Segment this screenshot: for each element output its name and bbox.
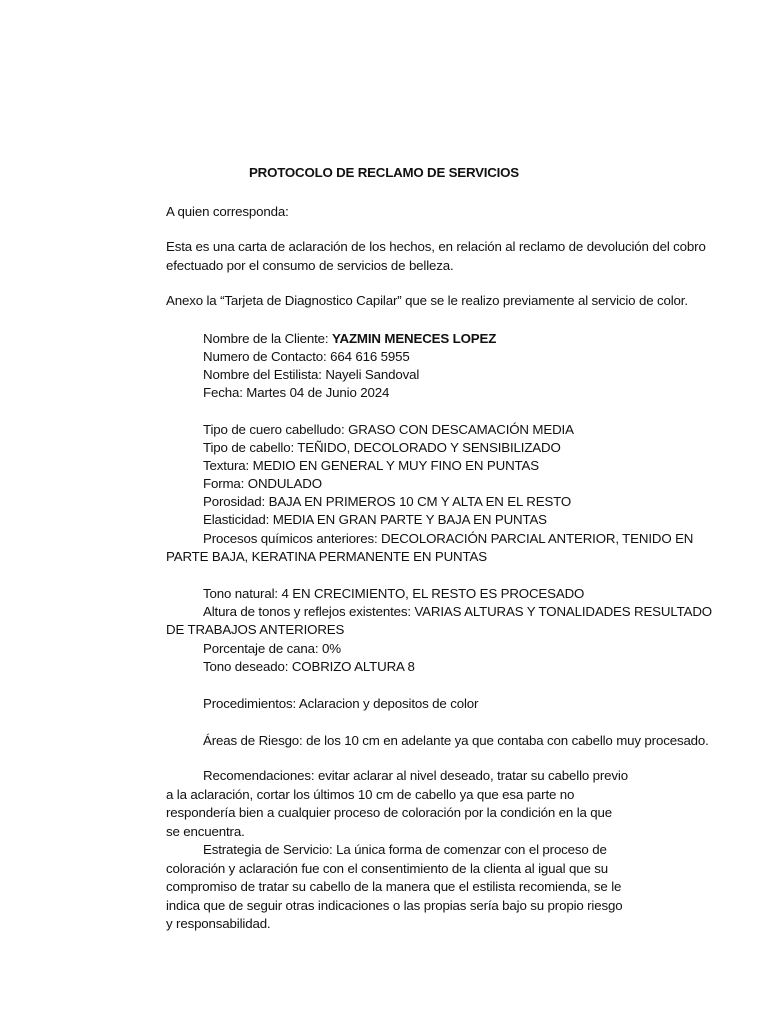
service-strategy-paragraph: Estrategia de Servicio: La única forma de comenzar con el proceso de coloración y aclaración fue con el consentimiento de la clienta al igual que su compromiso de tratar su cabello de la manera que el estilista recomienda, se le indica que de seguir otras indicaciones o las propias sería bajo su propio riesgo y responsabilidad. xyxy=(166,842,623,932)
service-date: Fecha: Martes 04 de Junio 2024 xyxy=(203,385,390,400)
hair-texture: Textura: MEDIO EN GENERAL Y MUY FINO EN PUNTAS xyxy=(203,458,539,473)
stylist-name: Nombre del Estilista: Nayeli Sandoval xyxy=(203,367,420,382)
desired-tone: Tono deseado: COBRIZO ALTURA 8 xyxy=(203,659,415,674)
gray-percentage: Porcentaje de cana: 0% xyxy=(203,641,341,656)
tone-heights-line-2: DE TRABAJOS ANTERIORES xyxy=(166,622,345,637)
recommendations-paragraph: Recomendaciones: evitar aclarar al nivel deseado, tratar su cabello previo a la aclaración, cortar los últimos 10 cm de cabello ya que esa parte no respondería bien a cualquier proceso de coloración por la condición en la que se encuentra. xyxy=(166,768,628,839)
client-name-line xyxy=(203,330,496,348)
chemical-processes-line-2: PARTE BAJA, KERATINA PERMANENTE EN PUNTAS xyxy=(166,549,487,564)
scalp-type: Tipo de cuero cabelludo: GRASO CON DESCAMACIÓN MEDIA xyxy=(203,422,574,437)
client-name-value: YAZMIN MENECES LOPEZ xyxy=(332,331,497,346)
chemical-processes-line-1: Procesos químicos anteriores: DECOLORACIÓN PARCIAL ANTERIOR, TENIDO EN xyxy=(203,531,694,546)
document-title: PROTOCOLO DE RECLAMO DE SERVICIOS xyxy=(249,165,519,180)
hair-type: Tipo de cabello: TEÑIDO, DECOLORADO Y SENSIBILIZADO xyxy=(203,440,561,455)
intro-line-1: Esta es una carta de aclaración de los hechos, en relación al reclamo de devolución del cobro xyxy=(166,239,706,254)
hair-porosity: Porosidad: BAJA EN PRIMEROS 10 CM Y ALTA EN EL RESTO xyxy=(203,494,572,509)
natural-tone: Tono natural: 4 EN CRECIMIENTO, EL RESTO ES PROCESADO xyxy=(203,586,585,601)
procedures: Procedimientos: Aclaracion y depositos de color xyxy=(203,696,479,711)
hair-elasticity: Elasticidad: MEDIA EN GRAN PARTE Y BAJA EN PUNTAS xyxy=(203,512,547,527)
hair-form: Forma: ONDULADO xyxy=(203,476,322,491)
tone-heights-line-1: Altura de tonos y reflejos existentes: VARIAS ALTURAS Y TONALIDADES RESULTADO xyxy=(203,604,712,619)
annex-text: Anexo la “Tarjeta de Diagnostico Capilar” que se le realizo previamente al servicio de color. xyxy=(166,293,688,308)
greeting: A quien corresponda: xyxy=(166,204,289,219)
risk-areas: Áreas de Riesgo: de los 10 cm en adelante ya que contaba con cabello muy procesado. xyxy=(203,733,709,748)
intro-line-2: efectuado por el consumo de servicios de belleza. xyxy=(166,258,454,273)
client-name-label: Nombre de la Cliente: xyxy=(203,331,332,346)
contact-number: Numero de Contacto: 664 616 5955 xyxy=(203,349,410,364)
